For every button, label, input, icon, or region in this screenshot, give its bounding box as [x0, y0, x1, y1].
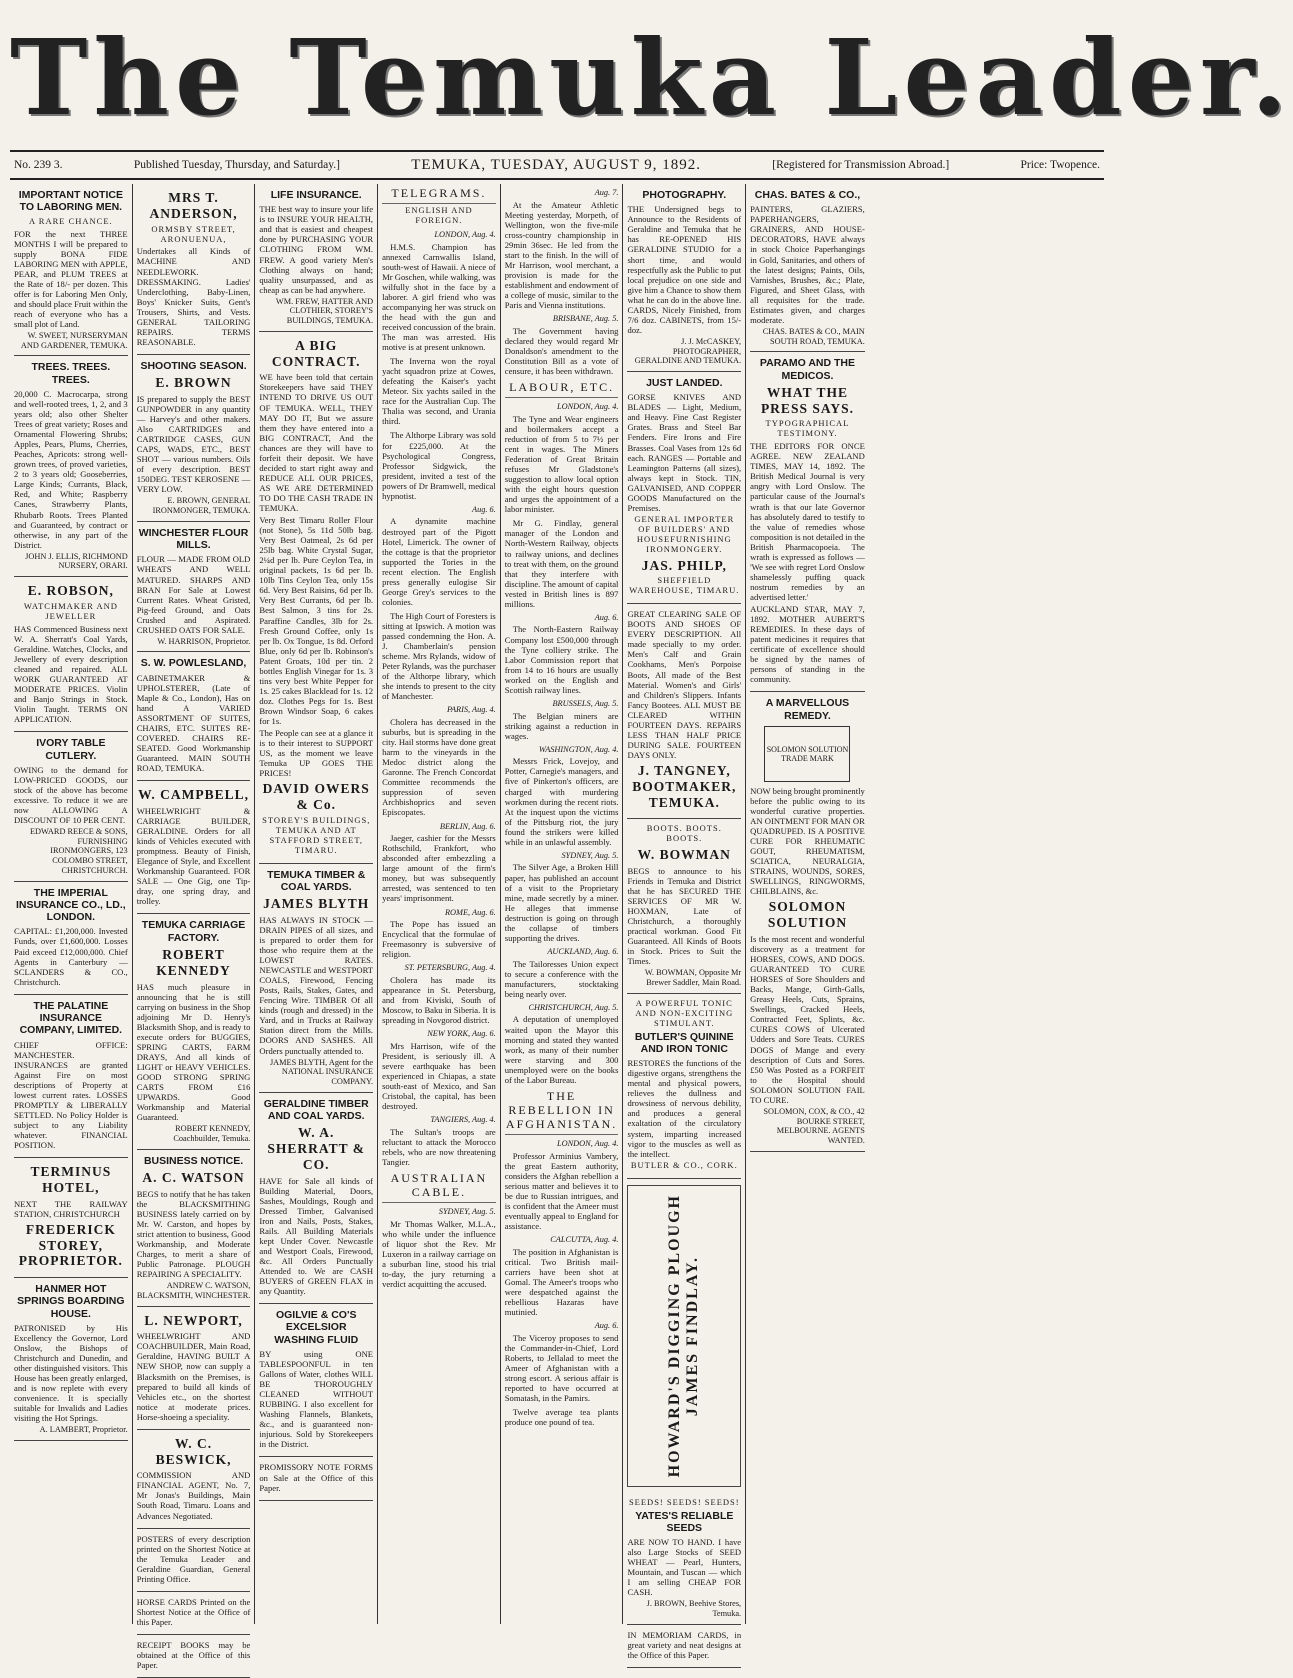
- advert-laboring-men: [14, 184, 128, 356]
- dateline: [10, 150, 1104, 180]
- telegram-dateline: ST. PETERSBURG, Aug. 4.: [404, 963, 496, 973]
- advert-name: JAMES BLYTH: [263, 896, 370, 912]
- advert-heading: A MARVELLOUS REMEDY.: [765, 697, 850, 722]
- advert-heading: THE PALATINE INSURANCE COMPANY, LIMITED.: [19, 999, 123, 1037]
- trademark-badge: SOLOMON SOLUTION TRADE MARK: [764, 726, 850, 782]
- advert-body: HAVE for Sale all kinds of Building Material, Doors, Sashes, Mouldings, Rough and Dressed Timber, Galvanised Iron and Nails, Posts, Stakes, Rails. All Building Materials kept Under Cover. Newcastle and Westport Coals, Firewood, &c. All Orders Punctually Attended to. We are CASH BUYERS of GREEN FLAX in any Quantity.: [259, 1175, 374, 1297]
- telegram-item: The Government having declared they would regard Mr Donaldson's amendment to the Constitution Bill as a vote of censure, it has been withdrawn.: [504, 325, 619, 377]
- advert-clearing-sale: [627, 604, 741, 819]
- advert-signature: BUTLER & CO., CORK.: [630, 1159, 738, 1170]
- advert-washing-fluid: [259, 1304, 373, 1457]
- advert-palatine-insurance: [14, 995, 128, 1158]
- notice-posters: [137, 1529, 251, 1592]
- telegram-item: The High Court of Foresters is sitting at Ipswich. A motion was passed condemning the Hon. A. J. Chamberlain's pension scheme. Mrs Rylands, widow of Peter Rylands, was the purchaser of the Althorpe library, which she intends to present to the city of Manchester.: [382, 610, 496, 702]
- advert-heading: WINCHESTER FLOUR MILLS.: [138, 526, 249, 552]
- advert-trees: [14, 356, 128, 577]
- telegram-item: Messrs Frick, Lovejoy, and Potter, Carnegie's managers, and five of Pinkerton's officers, are charged with murdering workmen during the recent riots. At the inquest upon the victims of the Pittsburg riot, the jury found the strikers were killed while in an unlawful assembly.: [504, 756, 619, 847]
- advert-subheading: WHAT THE PRESS SAYS.: [760, 384, 854, 416]
- advert-name: W. A. SHERRATT & CO.: [267, 1125, 366, 1172]
- telegram-item: The Silver Age, a Broken Hill paper, has published an account of a visit to the Proprietary mine, made secretly by a miner. He alleges that immense destruction is going on through the collapse of timbers supporting the drives.: [504, 862, 619, 943]
- advert-heading: JUST LANDED.: [646, 377, 723, 389]
- advert-paramo: [750, 352, 865, 692]
- advert-photography: [627, 184, 741, 372]
- telegram-dateline: BRUSSELS, Aug. 5.: [552, 698, 619, 708]
- telegram-item: Mrs Harrison, wife of the President, is seriously ill. A severe earthquake has been experienced in Chiapas, a state south-east of Mexico, and San Cristobal, the capital, has been destroyed.: [382, 1041, 496, 1112]
- advert-body: NEXT THE RAILWAY STATION, CHRISTCHURCH: [14, 1198, 128, 1219]
- column-3: [255, 184, 378, 1624]
- advert-name: ROBERT KENNEDY: [156, 947, 231, 978]
- issue-number: No. 239 3.: [14, 159, 63, 171]
- section-heading-telegrams: TELEGRAMS.: [382, 186, 496, 204]
- advert-anderson: [137, 184, 251, 355]
- telegram-item: Jaeger, cashier for the Messrs Rothschild, Frankfort, who absconded after embezzling a large amount of the firm's money, but was subsequently arrested, was sentenced to ten years' imprisonment.: [382, 833, 496, 904]
- advert-just-landed: [627, 372, 741, 604]
- advert-signature: DAVID OWERS & Co.: [262, 781, 370, 813]
- advert-marvellous-remedy: [750, 692, 865, 1151]
- place-date: TEMUKA, TUESDAY, AUGUST 9, 1892.: [411, 156, 702, 173]
- advert-heading: TEMUKA CARRIAGE FACTORY.: [141, 919, 246, 944]
- advert-body: HAS Commenced Business next W. A. Sherratt's Coal Yards, Geraldine. Watches, Clocks, and Jewellery of every description cleaned and repaired. ALL WORK GUARANTEED AT MODERATE PRICES. Violin and Banjo Strings in Stock. Violin Taught. TERMS ON APPLICATION.: [14, 623, 128, 725]
- advert-watson: [137, 1150, 251, 1307]
- advert-subheading: SEEDS! SEEDS! SEEDS!: [628, 1496, 740, 1507]
- advert-body: THE best way to insure your life is to INSURE YOUR HEALTH, and that is easiest and cheapest done by PURCHASING YOUR CLOTHING FROM WM. FREW. A good variety Men's Clothing always on hand; quality unsurpassed, and as cheap as can be had anywhere.: [259, 204, 374, 295]
- advert-heading: A BIG CONTRACT.: [271, 337, 361, 369]
- advert-body-2: AUCKLAND STAR, MAY 7, 1892. MOTHER AUBERT'S REMEDIES. In these days of patent medicines it requires that certificate of excellence should be signed by the names of persons of standing in the community.: [750, 604, 865, 685]
- advert-chas-bates: [750, 184, 865, 352]
- advert-heading: SHOOTING SEASON.: [140, 359, 247, 372]
- notice-body: RECEIPT BOOKS may be obtained at the Office of this Paper.: [136, 1639, 251, 1671]
- telegram-dateline: TANGIERS, Aug. 4.: [430, 1115, 496, 1125]
- vertical-advert-text: HOWARD'S DIGGING PLOUGH: [665, 1193, 683, 1478]
- advert-heading: PARAMO AND THE MEDICOS.: [759, 357, 856, 382]
- advert-heading: THE IMPERIAL INSURANCE CO., LD., LONDON.: [16, 886, 126, 924]
- advert-name: JAS. PHILP,: [641, 557, 727, 573]
- telegram-dateline: PARIS, Aug. 4.: [446, 705, 496, 715]
- notice-body: IN MEMORIAM CARDS, in great variety and neat designs at the Office of this Paper.: [627, 1629, 742, 1660]
- telegram-item: The Althorpe Library was sold for £225,000. At the Psychological Congress, Professor Sidgwick, the president, invited a test of the powers of Dr Bramwell, medical hypnotist.: [382, 430, 496, 501]
- telegram-dateline: CALCUTTA, Aug. 4.: [550, 1234, 619, 1244]
- telegram-item: The Sultan's troops are reluctant to attack the Morocco rebels, who are now threatening Tangier.: [382, 1127, 496, 1168]
- telegram-dateline: SYDNEY, Aug. 5.: [561, 850, 619, 860]
- advert-signature: J. BROWN, Beehive Stores, Temuka.: [646, 1599, 742, 1619]
- notice-memoriam-cards: [627, 1625, 741, 1668]
- notice-body: PROMISSORY NOTE FORMS on Sale at the Office of this Paper.: [259, 1462, 374, 1493]
- advert-timber-coal-yards: [259, 864, 373, 1093]
- columns: [10, 184, 1104, 1671]
- advert-powlesland: [137, 652, 251, 781]
- column-5: [501, 184, 624, 1624]
- advert-body: WHEELWRIGHT AND COACHBUILDER, Main Road, Geraldine, HAVING BUILT A NEW SHOP, now can supply a Blacksmith on the Premises, is prepared to build all kinds of Vehicles etc., on the shortest notice at moderate prices. Horse-shoeing a speciality.: [136, 1331, 251, 1422]
- advert-body-2: Is the most recent and wonderful discovery as a treatment for HORSES, COWS, AND DOGS. GUARANTEED TO CURE HORSES of Sore Shoulders and Backs, Mange, Girth-Galls, Greasy Heels, Cuts, Sprains, Swellings, Cracked Heels, Contracted Feet, Splints, &c. CURES COWS of Ulcerated Udders and Sore Teats. CURES DOGS of Mange and every description of Cuts and Sores. £50 Was Posted as a FORFEIT to the Hospital should SOLOMON SOLUTION FAIL TO CURE.: [750, 934, 865, 1105]
- advert-signature: WM. FREW, HATTER AND CLOTHIER, STOREY'S BUILDINGS, TEMUKA.: [275, 296, 374, 326]
- advert-heading: IMPORTANT NOTICE TO LABORING MEN.: [18, 189, 123, 214]
- notice-receipt-books: [137, 1635, 251, 1678]
- advert-subheading: A POWERFUL TONIC AND NON-EXCITING STIMULANT.: [635, 997, 734, 1028]
- advert-seeds: [627, 1493, 741, 1625]
- section-heading-afghanistan: THE REBELLION IN AFGHANISTAN.: [505, 1089, 619, 1135]
- advert-hanmer-springs: [14, 1278, 128, 1441]
- advert-address: SHEFFIELD WAREHOUSE, TIMARU.: [629, 575, 740, 596]
- advert-heading: S. W. POWLESLAND,: [140, 657, 247, 670]
- telegram-item: Professor Arminius Vambery, the great Eastern authority, considers the Afghan rebellion a serious matter and believes it to be due to Russian intrigues, and is confident that the Ameer must eventually appeal to England for assistance.: [504, 1150, 619, 1231]
- advert-body: OWING to the demand for LOW-PRICED GOODS, our stock of the above has become excessive. To reduce it we are now ALLOWING A DISCOUNT OF 10 PER CENT.: [14, 764, 128, 826]
- advert-name: L. NEWPORT,: [144, 1312, 243, 1328]
- telegram-item: H.M.S. Champion has annexed Carnwallis Island, south-west of Hawaii. A niece of Mr Goschen, while walking, was wilfully shot in the face by a laborer. A girl friend who was accompanying her was struck on the head with the gun and received concussion of the brain. The man was arrested. His motive is at present unknown.: [382, 241, 496, 353]
- telegram-dateline: LONDON, Aug. 4.: [557, 1138, 619, 1148]
- advert-newport: [137, 1307, 251, 1430]
- advert-heading: TERMINUS HOTEL,: [30, 1164, 112, 1195]
- price-list: Very Best Timaru Roller Flour (not Stone), 5s 11d 50lb bag. Very Best Oatmeal, 2s 6d per 25lb bag. White Crystal Sugar, 2¼d per lb. Pure Ceylon Tea, in original packets, 1s 6d per lb. 10lb Tins Ceylon Tea, only 15s 6d. Very Best Raisins, 6d per lb. Very Best Currants, 6d per lb. Best Salmon, 3 tins for 2s. Paraffine Candles, 3lb for 2s. Fresh Ground Coffee, only 1s per lb. Ox Tongue, 1s 8d. Orford Blue, only 6d per lb. Robinson's Patent Groats, 10d per tin. 2 bottles English Vinegar for 1s. 3 tins very best White Pepper for 1s. 25 cakes Blacklead for 1s. 12 doz. Clothes Pegs for 1s. Best Brown Windsor Soap, 6 cakes for 1s.: [259, 515, 374, 726]
- advert-name: A. C. WATSON: [142, 1169, 245, 1185]
- advert-heading: TEMUKA TIMBER & COAL YARDS.: [267, 868, 366, 893]
- advert-name: SOLOMON SOLUTION: [767, 899, 848, 931]
- advert-body: THE EDITORS FOR ONCE AGREE. NEW ZEALAND TIMES, MAY 14, 1892. The British Medical Journal is very angry with Lord Onslow. The particular cause of the Journal's wrath is that our late Governor has absolutely dared to testify to the value of remedies whose composition is not detailed in the British Pharmacopoeia. The wrath is expressed as follows — 'We see with regret Lord Onslow shamelessly puffing quack nostrum remedies by an advertised letter.': [750, 441, 865, 602]
- advert-signature: ROBERT KENNEDY, Coachbuilder, Temuka.: [173, 1124, 251, 1143]
- advert-signature: EDWARD REECE & SONS, FURNISHING IRONMONGERS, 123 COLOMBO STREET, CHRISTCHURCH.: [29, 827, 128, 875]
- advert-heading: W. CAMPBELL,: [138, 787, 249, 803]
- advert-signature: J. TANGNEY, BOOTMAKER, TEMUKA.: [632, 762, 737, 810]
- notice-promissory-notes: [259, 1457, 373, 1500]
- advert-terminus-hotel: [14, 1158, 128, 1278]
- notice-body: HORSE CARDS Printed on the Shortest Notice at the Office of this Paper.: [136, 1596, 251, 1627]
- advert-name: E. BROWN: [155, 375, 232, 391]
- telegram-item: A dynamite machine destroyed part of the Pigott Hotel, Limerick. The owner of the cottage is that the proprietor supported the Tories in the recent election. The English press generally eulogise Sir George Grey's services to the colonies.: [382, 516, 496, 607]
- advert-address: STOREY'S BUILDINGS, TEMUKA AND AT STAFFORD STREET, TIMARU.: [262, 814, 371, 855]
- advert-carriage-factory: [137, 914, 251, 1149]
- advert-name: W. BOWMAN: [637, 847, 731, 863]
- telegram-dateline: LONDON, Aug. 4.: [434, 229, 496, 239]
- notice-body: POSTERS of every description printed on the Shortest Notice at the Temuka Leader and Geraldine Guardian, General Printing Office.: [136, 1533, 251, 1584]
- advert-subheading: BOOTS. BOOTS. BOOTS.: [646, 823, 722, 844]
- advert-body: THE Undersigned begs to Announce to the Residents of Geraldine and Temuka that he has RE-OPENED HIS GERALDINE STUDIO for a short time, and would respectfully ask the Public to put local prejudice on one side and give him a Chance to show them what he can do in the above line. CARDS, Nicely Finished, from 7/6 doz. CABINETS, from 15/- doz.: [627, 204, 742, 335]
- advert-robson: [14, 577, 128, 732]
- advert-digging-plough: [627, 1185, 741, 1487]
- advert-subheading: WATCHMAKER AND JEWELLER: [23, 600, 118, 621]
- telegram-dateline: LONDON, Aug. 4.: [557, 402, 619, 412]
- publication-days: Published Tuesday, Thursday, and Saturday.]: [133, 159, 340, 171]
- advert-heading: MRS T. ANDERSON,: [149, 190, 238, 221]
- advert-heading: LIFE INSURANCE.: [270, 189, 362, 201]
- advert-body: FLOUR — MADE FROM OLD WHEATS AND WELL MATURED. SHARPS AND BRAN For Sale at Lowest Current Rates. Wheat Gristed, Pig-feed Ground, and Oats Crushed and Aspirated. CRUSHED OATS FOR SALE.: [136, 554, 251, 635]
- telegram-dateline: BERLIN, Aug. 6.: [439, 821, 496, 831]
- advert-body: CAPITAL: £1,200,000. Invested Funds, over £1,600,000. Losses Paid exceed £12,000,000. Chief Agents in Canterbury — SCLANDERS & CO., Christchurch.: [14, 926, 128, 987]
- advert-signature: E. BROWN, GENERAL IRONMONGER, TEMUKA.: [152, 496, 251, 516]
- advert-heading: CHAS. BATES & CO.,: [754, 189, 861, 201]
- telegram-item: The Tyne and Wear engineers and boilermakers accept a reduction of from 5 to 7½ per cent in wages. The Miners Federation of Great Britain refuses Mr Gladstone's suggestion to allow local option with the eight hours question and urges the appointment of a labor minister.: [504, 413, 619, 515]
- advert-body: BY using ONE TABLESPOONFUL in ten Gallons of Water, clothes WILL BE THOROUGHLY CLEANED WITHOUT RUBBING. I also excellent for Washing Flannels, Blankets, &c., and is guaranteed non-injurious. Sold by Storekeepers in the District.: [259, 1348, 374, 1450]
- telegram-dateline: Aug. 6.: [594, 612, 619, 622]
- advert-heading: BUSINESS NOTICE.: [143, 1154, 244, 1167]
- telegram-item: The Viceroy proposes to send the Commander-in-Chief, Lord Roberts, to Jellalad to meet the Ameer of Afghanistan with a strong escort. A serious affair is reported to have occurred at Somatash, in the Pamirs.: [504, 1332, 619, 1403]
- advert-heading: OGILVIE & CO'S EXCELSIOR WASHING FLUID: [274, 1309, 359, 1346]
- advert-subheading: GENERAL IMPORTER OF BUILDERS' AND HOUSEFURNISHING IRONMONGERY.: [634, 513, 735, 554]
- advert-body: BEGS to announce to his Friends in Temuka and District that he has SECURED THE SERVICES OF MR W. HOXMAN, Late of Christchurch, a thoroughly practical workman. Good Fit Guaranteed. All Kinds of Boots in Stock. Prices to Suit the Times.: [627, 865, 742, 967]
- advert-body: ARE NOW TO HAND. I have also Large Stocks of SEED WHEAT — Pearl, Hunters, Mountain, and Tuscan — which I am selling CHEAP FOR CASH.: [627, 1537, 742, 1598]
- advert-signature: W. SWEET, NURSERYMAN AND GARDENER, TEMUKA.: [20, 330, 128, 350]
- advert-heading: TREES. TREES. TREES.: [31, 361, 111, 386]
- telegram-dateline: Aug. 6.: [472, 504, 496, 514]
- telegram-dateline: BRISBANE, Aug. 5.: [552, 314, 619, 324]
- advert-heading: YATES'S RELIABLE SEEDS: [635, 1509, 734, 1534]
- advert-signature: A. LAMBERT, Proprietor.: [39, 1425, 128, 1435]
- vertical-advert-name: JAMES FINDLAY.: [684, 1255, 702, 1416]
- price: Price: Twopence.: [1020, 159, 1100, 171]
- advert-signature: CHAS. BATES & CO., MAIN SOUTH ROAD, TEMUKA.: [762, 326, 865, 346]
- advert-signature: ANDREW C. WATSON, BLACKSMITH, WINCHESTER.: [136, 1281, 251, 1300]
- registration-note: [Registered for Transmission Abroad.]: [772, 159, 950, 171]
- section-heading-australian-cable: AUSTRALIAN CABLE.: [382, 1171, 496, 1203]
- telegram-dateline: Aug. 6.: [594, 1320, 619, 1330]
- advert-shooting-season: [137, 355, 251, 522]
- telegram-item: Cholera has made its appearance in St. Petersburg, and from Kiviski, South of Moscow, to Baku in Siberia. It is spreading in Novgorod district.: [382, 975, 496, 1026]
- advert-body: Undertakes all Kinds of MACHINE AND NEEDLEWORK. DRESSMAKING. Ladies' Underclothing, Baby-Linen, Boys' Knicker Suits, Gent's Trousers, Shirts, and Vests. GENERAL TAILORING REPAIRS. TERMS REASONABLE.: [136, 246, 251, 347]
- advert-heading: HANMER HOT SPRINGS BOARDING HOUSE.: [17, 1283, 125, 1320]
- advert-subheading: ORMSBY STREET, ARONUENUA,: [151, 223, 236, 244]
- advert-body: GREAT CLEARING SALE OF BOOTS AND SHOES OF EVERY DESCRIPTION. All made specially to my order. Men's Calf and Grain Cookhams, Men's Porpoise Boots, All made of the Best Material. Women's and Girls' and Children's Slippers. Infants Fancy Bootees. ALL MUST BE CLEARED WITHIN FOURTEEN DAYS. REPAIRS LESS THAN HALF PRICE DURING SALE. FOURTEEN DAYS ONLY.: [627, 609, 742, 760]
- advert-body: 20,000 C. Macrocarpa, strong and well-rooted trees, 1, 2, and 3 years old; also other Shelter Trees of great variety; Roses and Ornamental Flowering Shrubs; Apples, Pears, Plums, Cherries, Peaches, Apricots: strong well-grown trees, of proved varieties, 2 to 3 years old; Gooseberries, Large Kinds; Currants, Black, Red, and White; Raspberry Canes, Strawberry Plants, Rhubarb Roots. Trees Planted and Guaranteed, by contract or otherwise, in any part of the District.: [14, 388, 128, 550]
- advert-signature: W. BOWMAN, Opposite Mr Brewer Saddler, Main Road.: [644, 968, 742, 988]
- advert-body: FOR the next THREE MONTHS I will be prepared to supply BONA FIDE LABORING MEN with APPLE, PEAR, and PLUM TREES at the Rate of 18/- per dozen. This offer is for Laboring Men Only, and should place Fruit within the reach of everyone who has a small plot of Land.: [14, 228, 128, 329]
- telegram-dateline: CHRISTCHURCH, Aug. 5.: [528, 1002, 619, 1012]
- advert-heading: BUTLER'S QUININE AND IRON TONIC: [634, 1030, 734, 1055]
- advert-signature: J. J. McCASKEY, PHOTOGRAPHER, GERALDINE AND TEMUKA.: [634, 336, 742, 366]
- advert-name: W. C. BESWICK,: [155, 1435, 232, 1467]
- advert-flour-mills: [137, 522, 251, 653]
- advert-heading: PHOTOGRAPHY.: [642, 189, 727, 201]
- advert-big-contract: [259, 332, 373, 864]
- column-7: [746, 184, 869, 1624]
- advert-cutlery: [14, 732, 128, 881]
- column-1: [10, 184, 133, 1624]
- advert-signature: FREDERICK STOREY, PROPRIETOR.: [18, 1221, 123, 1269]
- advert-body: CHIEF OFFICE: MANCHESTER. INSURANCES are granted Against Fire on most descriptions of Property at lowest current rates. LOSSES PROMPTLY & LIBERALLY SETTLED. No Policy Holder is subject to any Liability whatever. FINANCIAL POSITION.: [14, 1039, 128, 1151]
- column-2: [133, 184, 256, 1671]
- telegram-item: Mr G. Findlay, general manager of the London and North-Western Railway, objects to railway unions, and declines to treat with them, on the ground that they interfere with discipline. The amount of capital vested in British lines is 897 millions.: [504, 518, 619, 609]
- telegram-dateline: WASHINGTON, Aug. 4.: [538, 744, 619, 754]
- advert-signature: JOHN J. ELLIS, RICHMOND NURSERY, ORARI.: [25, 551, 128, 571]
- advert-heading: E. ROBSON,: [27, 583, 114, 599]
- advert-signature: W. HARRISON, Proprietor.: [157, 636, 251, 646]
- advert-sherratt: [259, 1093, 373, 1304]
- advert-heading: GERALDINE TIMBER AND COAL YARDS.: [263, 1097, 369, 1122]
- advert-imperial-insurance: [14, 882, 128, 995]
- advert-body: HAS much pleasure in announcing that he is still carrying on business in the Shop adjoining Mr D. Henry's Blacksmith Shop, and is ready to execute orders for BUGGIES, SPRING CARTS, FARM DRAYS, And all kinds of LIGHT or HEAVY VEHICLES. GOOD STRONG SPRING CARTS FROM £16 UPWARDS. Good Workmanship and Material Guaranteed.: [136, 981, 251, 1123]
- advert-subheading-2: TYPOGRAPHICAL TESTIMONY.: [765, 418, 850, 439]
- telegram-item: Cholera has decreased in the suburbs, but is spreading in the city. Hail storms have done great harm to the vineyards in the Medoc district along the Garonne. The French Concordat Committee recommends the suppression of seven Archbishoprics and seven Episcopates.: [382, 717, 496, 818]
- advert-body: PAINTERS, GLAZIERS, PAPERHANGERS, GRAINERS, AND HOUSE-DECORATORS, HAVE always in stock Choice Paperhangings in Gold, Sanitaries, and others of the latest designs; Paints, Oils, Varnishes, Brushes, &c.; Plate, Figured, and Sheet Glass, with all requisites for the trade. Estimates given, and charges moderate.: [750, 204, 865, 325]
- advert-body: WE have been told that certain Storekeepers have said THEY INTEND TO DRIVE US OUT OF TEMUKA. WELL, THEY MAY DO IT, But we assure them they have entered into a BIG CONTRACT, And the chances are they will have to forfeit their deposit. We have decided to start right away and REDUCE ALL OUR PRICES, AS WE ARE DETERMINED TO DO THE CASH TRADE IN TEMUKA.: [259, 372, 374, 513]
- telegram-dateline: AUCKLAND, Aug. 6.: [547, 946, 619, 956]
- advert-signature: JAMES BLYTH, Agent for the NATIONAL INSURANCE COMPANY.: [269, 1057, 374, 1086]
- telegram-dateline: ROME, Aug. 6.: [444, 907, 496, 917]
- advert-campbell: [137, 781, 251, 914]
- section-heading-labour: LABOUR, ETC.: [505, 380, 619, 398]
- telegram-dateline: NEW YORK, Aug. 6.: [427, 1029, 496, 1039]
- advert-body: NOW being brought prominently before the public owing to its wonderful curative properties. AN OINTMENT FOR MAN OR QUADRUPED. IS A POSITIVE CURE FOR RHEUMATIC GOUT, RHEUMATISM, SCIATICA, NEURALGIA, STRAINS, WOUNDS, SORES, SWELLINGS, RINGWORMS, CHILBLAINS, &c.: [750, 785, 865, 897]
- masthead-title: The Temuka Leader.: [10, 16, 1293, 139]
- telegram-item: Mr Thomas Walker, M.L.A., who while under the influence of liquor shot the Rev. Mr Luxeron in a railway carriage on a suburban line, stood his trial to-day, the jury returning a verdict acquitting the accused.: [382, 1219, 496, 1290]
- advert-body: CABINETMAKER & UPHOLSTERER, (Late of Maple & Co., London), Has on hand A VARIED ASSORTMENT OF SUITES, CHAIRS, ETC. SUITES RE-COVERED. CHAIRS RE-SEATED. Good Workmanship Guaranteed. MAIN SOUTH ROAD, TEMUKA.: [136, 672, 251, 774]
- advert-body: HAS ALWAYS IN STOCK — DRAIN PIPES of all sizes, and is prepared to order them for those who require them at the LOWEST RATES. NEWCASTLE and WESTPORT COALS, Firewood, Fencing Posts, Rails, Stakes, Gates, and Fencing Wire. TIMBER Of all kinds (rough and dressed) in the Yard, and in Trucks at Railway Station direct from the Mills. DOORS AND SASHES. All Orders punctually attended to.: [259, 914, 374, 1056]
- advert-body: WHEELWRIGHT & CARRIAGE BUILDER, GERALDINE. Orders for all kinds of Vehicles executed with promptness. Beauty of Finish, Elegance of Style, and Excellent Workmanship Guaranteed. FOR SALE — One Gig, one Tip-dray, one spring dray, and trolley.: [136, 806, 251, 907]
- advert-body: PATRONISED by His Excellency the Governor, Lord Onslow, the Bishops of Christchurch and Dunedin, and other distinguished visitors. This House has been greatly enlarged, and is now replete with every convenience. It is specially suitable for Invalids and Ladies visiting the Hot Springs.: [14, 1322, 128, 1424]
- telegram-item: The Inverna won the royal yacht squadron prize at Cowes, defeating the Kaiser's yacht Meteor. Six yachts sailed in the race for the Australian Cup. The Thalia was second, and Urania third.: [382, 356, 496, 427]
- telegram-item: At the Amateur Athletic Meeting yesterday, Morpeth, of Wellington, won the five-mile cross-country championship in 29min 36sec. He led from the start to the finish. In the will of Mr Harrison, wool merchant, a provision is made for the establishment and endowment of a college of music, similar to the Paris and Vienna institutions.: [504, 199, 619, 311]
- advert-closing: The People can see at a glance it is to their interest to SUPPORT US, as the moment we leave Temuka UP GOES THE PRICES!: [259, 728, 374, 779]
- column-4: [378, 184, 501, 1624]
- telegram-item: A deputation of unemployed waited upon the Mayor this morning and stated they wanted work, as many of their number were starving and 300 unemployed were on the books of the Labor Bureau.: [504, 1014, 619, 1085]
- advert-butlers-tonic: [627, 994, 741, 1179]
- telegram-item: The North-Eastern Railway Company lost £500,000 through the Tyne colliery strike. The Labor Commission report that from 14 to 16 hours are usually worked on the English and Scottish railway lines.: [504, 624, 619, 695]
- notice-horse-cards: [137, 1592, 251, 1635]
- telegram-item: The Belgian miners are striking against a reduction in wages.: [504, 710, 619, 741]
- advert-body: BEGS to notify that he has taken the BLACKSMITHING BUSINESS lately carried on by Mr. W. Carston, and hopes by strict attention to business, Good Workmanship, and Moderate Charges, to merit a share of Public Patronage. PLOUGH REPAIRING A SPECIALITY.: [136, 1188, 251, 1280]
- telegram-item: The Pope has issued an Encyclical that the formulae of Freemasonry is subversive of religion.: [382, 919, 496, 960]
- advert-body: GORSE KNIVES AND BLADES — Light, Medium, and Heavy. Fine Cast Register Grates. Brass and Steel Bar Fenders. Fire Irons and Fire Brasses. Coal Vases from 12s 6d each. RANGES — Portable and Leamington Patterns (all sizes), always kept in Stock. TIN, GALVANISED, AND COPPER GOODS Manufactured on the Premises.: [627, 392, 742, 513]
- advert-body: RESTORES the functions of the digestive organs, strengthens the mental and physical powers, relieves the dullness and drowsiness of nervous debility, and produces a general exaltation of the circulatory system, imparting increased vigor to the muscles as well as the intellect.: [627, 1058, 742, 1159]
- advert-body: COMMISSION AND FINANCIAL AGENT, No. 7, Mr Jonas's Buildings, Main South Road, Timaru. Loans and Advances Negotiated.: [136, 1470, 251, 1521]
- telegram-dateline: SYDNEY, Aug. 5.: [438, 1207, 496, 1217]
- advert-beswick: [137, 1430, 251, 1529]
- column-6: [623, 184, 746, 1660]
- advert-body: IS prepared to supply the BEST GUNPOWDER in any quantity — Harvey's and other makers. Also CARTRIDGES and CARTRIDGE CASES, GUN CAPS, WADS, ETC., BEST SHOT — various numbers. Oils of every description. BEST 150DEG. TEST KEROSENE — VERY LOW.: [136, 393, 251, 495]
- telegram-item: The position in Afghanistan is critical. Two British mail-carriers have been shot at Gomal. The Ameer's troops who were despatched against the rebellious Hazaras have mutinied.: [504, 1246, 619, 1317]
- section-subheading: ENGLISH AND FOREIGN.: [405, 205, 473, 225]
- telegram-item: The Tailoresses Union expect to secure a conference with the manufacturers, stocktaking being nearly over.: [504, 958, 619, 999]
- advert-subheading: A RARE CHANCE.: [29, 215, 113, 226]
- telegram-dateline: Aug. 7.: [594, 188, 619, 197]
- filler-item: Twelve average tea plants produce one pound of tea.: [504, 1407, 619, 1428]
- advert-life-insurance: [259, 184, 373, 332]
- advert-bowman: [627, 819, 741, 994]
- advert-heading: IVORY TABLE CUTLERY.: [36, 737, 106, 762]
- advert-signature: SOLOMON, COX, & CO., 42 BOURKE STREET, MELBOURNE. AGENTS WANTED.: [763, 1106, 865, 1145]
